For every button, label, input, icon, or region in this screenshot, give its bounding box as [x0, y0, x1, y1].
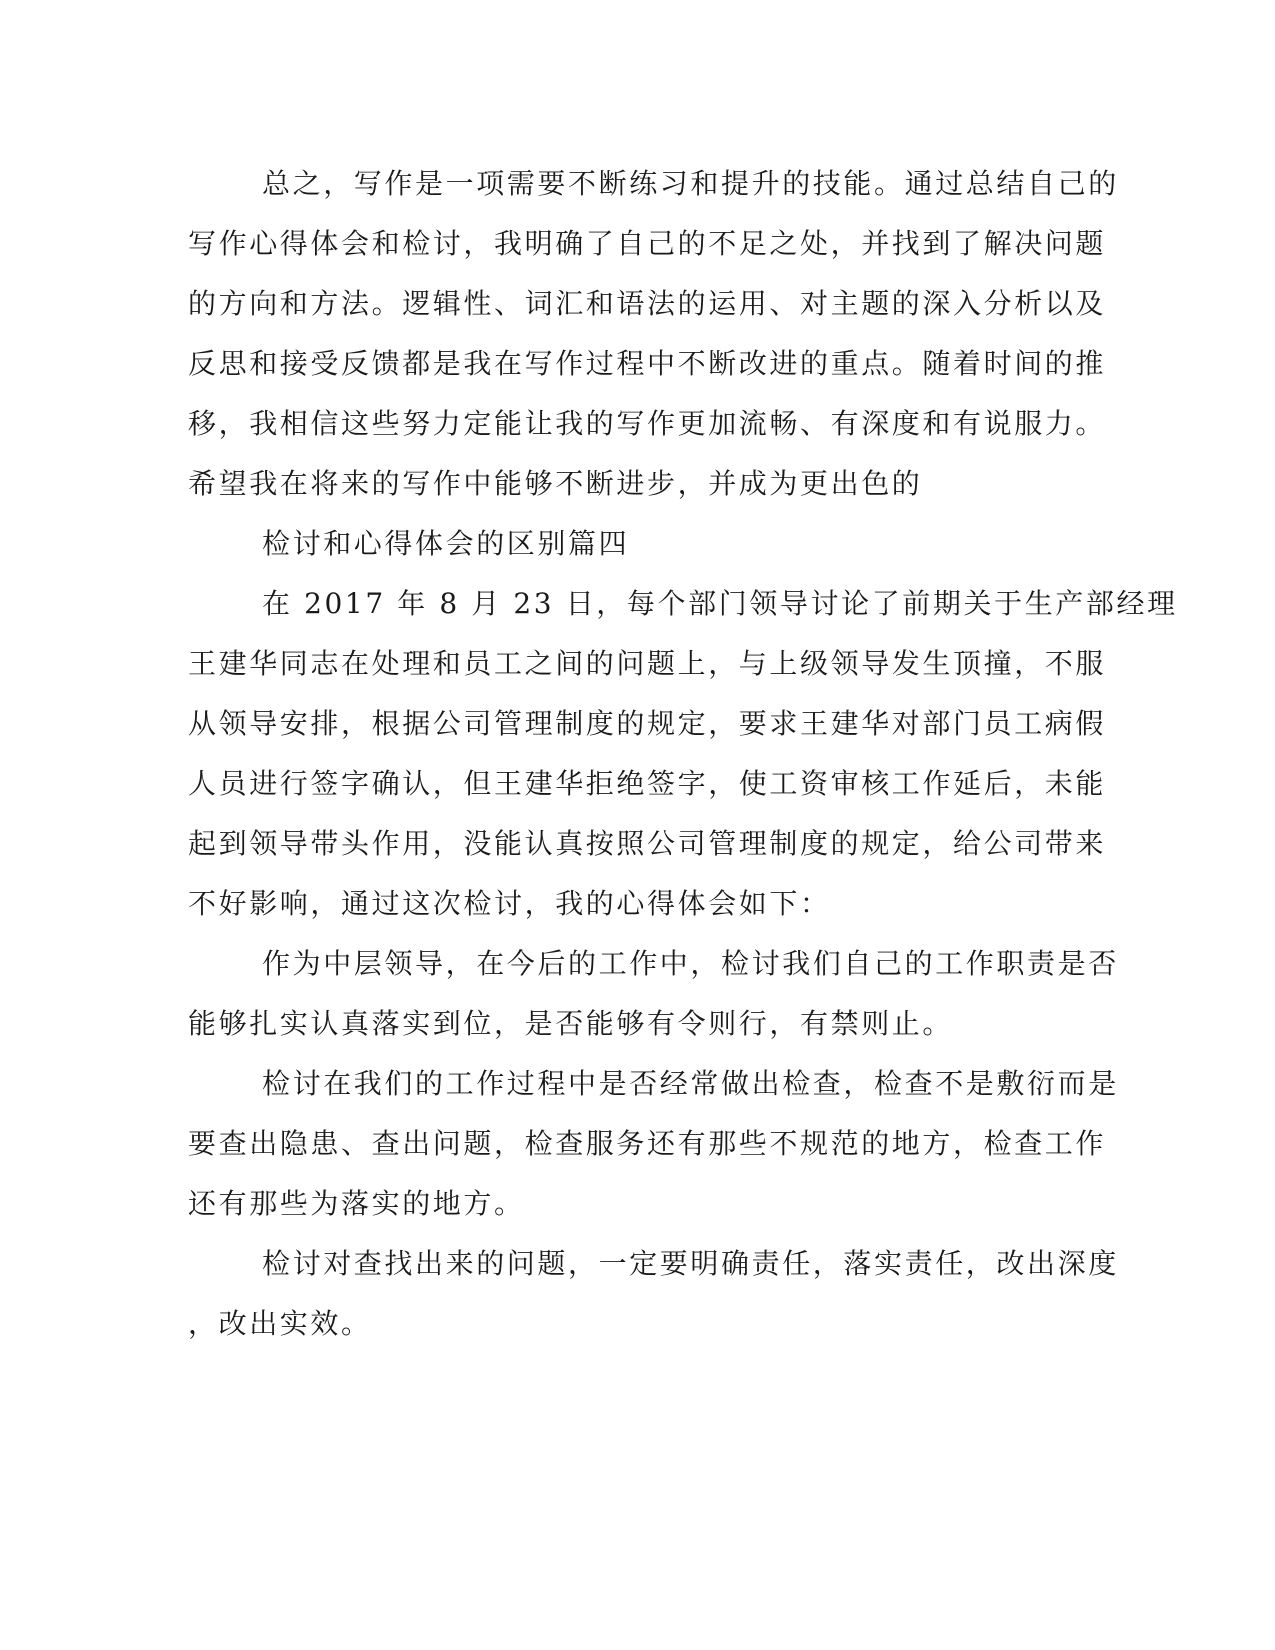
section-heading: 检讨和心得体会的区别篇四 [262, 527, 630, 560]
text-line: 要查出隐患、查出问题，检查服务还有那些不规范的地方，检查工作 [188, 1127, 1107, 1160]
text-line: 起到领导带头作用，没能认真按照公司管理制度的规定，给公司带来 [188, 827, 1107, 860]
text-line: 检讨在我们的工作过程中是否经常做出检查，检查不是敷衍而是 [262, 1067, 1119, 1100]
text-line: 在 2017 年 8 月 23 日，每个部门领导讨论了前期关于生产部经理 [262, 587, 1178, 620]
text-line: 还有那些为落实的地方。 [188, 1187, 525, 1220]
text-line: 作为中层领导，在今后的工作中，检讨我们自己的工作职责是否 [262, 947, 1119, 980]
text-line: 总之，写作是一项需要不断练习和提升的技能。通过总结自己的 [262, 167, 1119, 200]
text-line: 人员进行签字确认，但王建华拒绝签字，使工资审核工作延后，未能 [188, 767, 1107, 800]
text-line: 希望我在将来的写作中能够不断进步，并成为更出色的 [188, 467, 923, 500]
text-line: 反思和接受反馈都是我在写作过程中不断改进的重点。随着时间的推 [188, 347, 1107, 380]
text-line: 的方向和方法。逻辑性、词汇和语法的运用、对主题的深入分析以及 [188, 287, 1107, 320]
text-line: 不好影响，通过这次检讨，我的心得体会如下： [188, 887, 831, 920]
text-line: ，改出实效。 [188, 1307, 372, 1340]
text-line: 检讨对查找出来的问题，一定要明确责任，落实责任，改出深度 [262, 1247, 1119, 1280]
text-line: 从领导安排，根据公司管理制度的规定，要求王建华对部门员工病假 [188, 707, 1107, 740]
text-line: 写作心得体会和检讨，我明确了自己的不足之处，并找到了解决问题 [188, 227, 1107, 260]
text-line: 王建华同志在处理和员工之间的问题上，与上级领导发生顶撞，不服 [188, 647, 1107, 680]
text-line: 能够扎实认真落实到位，是否能够有令则行，有禁则止。 [188, 1007, 954, 1040]
text-line: 移，我相信这些努力定能让我的写作更加流畅、有深度和有说服力。 [188, 407, 1107, 440]
